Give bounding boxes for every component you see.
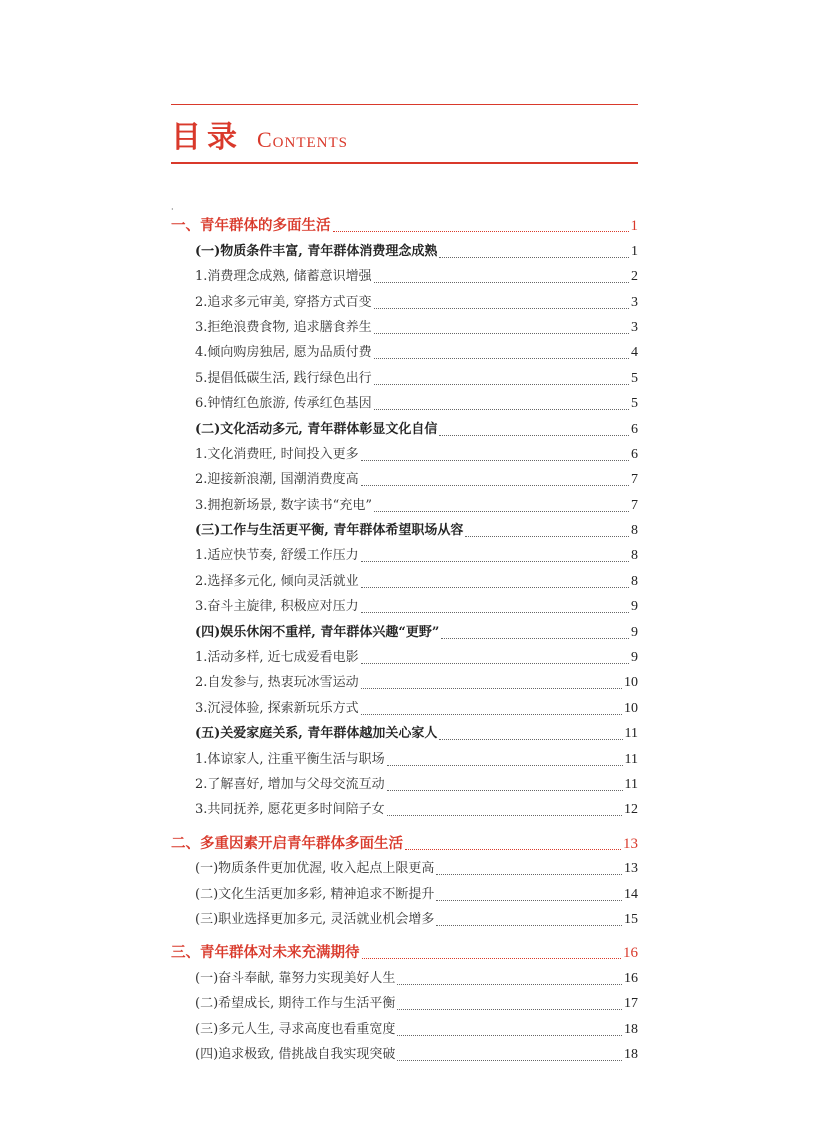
toc-item-label: 3.沉浸体验, 探索新玩乐方式 bbox=[195, 700, 359, 716]
dot-leader bbox=[362, 957, 622, 959]
toc-subsection-label: (二)文化活动多元, 青年群体彰显文化自信 bbox=[195, 421, 438, 437]
stray-mark: · bbox=[171, 205, 174, 214]
toc-item[interactable] bbox=[171, 1012, 638, 1037]
toc-subsection-page-number: 6 bbox=[631, 421, 638, 437]
toc-item-label: (二)文化生活更加多彩, 精神追求不断提升 bbox=[195, 886, 435, 902]
toc-item[interactable] bbox=[171, 641, 638, 666]
dot-leader bbox=[361, 586, 629, 588]
toc-subsection-page-number: 11 bbox=[624, 726, 638, 742]
toc-item[interactable] bbox=[171, 1038, 638, 1063]
toc-item-page-number: 8 bbox=[631, 548, 638, 564]
toc-item[interactable] bbox=[171, 361, 638, 386]
toc-subsection-label: (三)工作与生活更平衡, 青年群体希望职场从容 bbox=[195, 523, 464, 539]
toc-item-label: (一)物质条件更加优渥, 收入起点上限更高 bbox=[195, 861, 435, 877]
toc-subsection-label: (五)关爱家庭关系, 青年群体越加关心家人 bbox=[195, 726, 438, 742]
dot-leader bbox=[374, 510, 629, 512]
toc-subsection[interactable] bbox=[171, 412, 638, 437]
toc-item-page-number: 18 bbox=[624, 1021, 638, 1037]
toc-subsection-label: (四)娱乐休闲不重样, 青年群体兴趣“更野” bbox=[195, 624, 440, 640]
dot-leader bbox=[361, 459, 629, 461]
toc-item-page-number: 5 bbox=[631, 396, 638, 412]
title-english: Contents bbox=[257, 127, 349, 152]
toc-subsection-label: (一)物质条件丰富, 青年群体消费理念成熟 bbox=[195, 243, 438, 259]
dot-leader bbox=[436, 873, 622, 875]
dot-leader bbox=[439, 738, 622, 740]
toc-chapter[interactable] bbox=[171, 209, 638, 234]
toc-item[interactable] bbox=[171, 691, 638, 716]
toc-subsection-page-number: 8 bbox=[631, 523, 638, 539]
toc-item-page-number: 4 bbox=[631, 345, 638, 361]
dot-leader bbox=[387, 764, 623, 766]
dot-leader bbox=[397, 1008, 622, 1010]
toc-item[interactable] bbox=[171, 877, 638, 902]
toc-item[interactable] bbox=[171, 438, 638, 463]
toc-item-label: 3.拥抱新场景, 数字读书“充电” bbox=[195, 497, 372, 513]
toc-subsection-page-number: 9 bbox=[631, 624, 638, 640]
toc-item-label: 3.拒绝浪费食物, 追求膳食养生 bbox=[195, 319, 372, 335]
toc-item-label: (三)多元人生, 寻求高度也看重宽度 bbox=[195, 1021, 396, 1037]
dot-leader bbox=[361, 662, 629, 664]
dot-leader bbox=[397, 1034, 622, 1036]
header-bottom-rule bbox=[171, 162, 638, 164]
toc-item-page-number: 8 bbox=[631, 573, 638, 589]
toc-item[interactable] bbox=[171, 463, 638, 488]
toc-chapter-label: 一、青年群体的多面生活 bbox=[171, 217, 331, 235]
dot-leader bbox=[436, 899, 622, 901]
toc-chapter-label: 二、多重因素开启青年群体多面生活 bbox=[171, 834, 403, 852]
dot-leader bbox=[361, 611, 629, 613]
dot-leader bbox=[405, 848, 621, 850]
toc-item[interactable] bbox=[171, 336, 638, 361]
toc-item[interactable] bbox=[171, 742, 638, 767]
toc-item-label: (四)追求极致, 借挑战自我实现突破 bbox=[195, 1046, 396, 1062]
toc-chapter-page-number: 1 bbox=[630, 218, 638, 235]
dot-leader bbox=[387, 789, 623, 791]
toc-item-page-number: 17 bbox=[624, 996, 638, 1012]
section-gap bbox=[171, 818, 638, 826]
toc-item-label: 1.活动多样, 近七成爱看电影 bbox=[195, 650, 359, 666]
toc-item-label: 2.了解喜好, 增加与父母交流互动 bbox=[195, 776, 385, 792]
dot-leader bbox=[361, 687, 622, 689]
toc-item-label: 3.奋斗主旋律, 积极应对压力 bbox=[195, 599, 359, 615]
toc-subsection[interactable] bbox=[171, 234, 638, 259]
toc-item-page-number: 16 bbox=[624, 970, 638, 986]
toc-item-page-number: 2 bbox=[631, 269, 638, 285]
toc-chapter[interactable] bbox=[171, 826, 638, 851]
toc-item-label: (二)希望成长, 期待工作与生活平衡 bbox=[195, 996, 396, 1012]
toc-item-label: 2.选择多元化, 倾向灵活就业 bbox=[195, 573, 359, 589]
toc-item-page-number: 3 bbox=[631, 319, 638, 335]
dot-leader bbox=[361, 560, 629, 562]
toc-item[interactable] bbox=[171, 590, 638, 615]
toc-item[interactable] bbox=[171, 793, 638, 818]
toc-item[interactable] bbox=[171, 539, 638, 564]
dot-leader bbox=[465, 535, 629, 537]
section-gap bbox=[171, 928, 638, 936]
toc-item-page-number: 7 bbox=[631, 497, 638, 513]
toc-item-label: (一)奋斗奉献, 靠努力实现美好人生 bbox=[195, 970, 396, 986]
dot-leader bbox=[374, 357, 629, 359]
toc-item-page-number: 9 bbox=[631, 599, 638, 615]
toc-chapter-label: 三、青年群体对未来充满期待 bbox=[171, 944, 360, 962]
dot-leader bbox=[436, 924, 622, 926]
toc-item-page-number: 18 bbox=[624, 1046, 638, 1062]
toc-item-label: 3.共同抚养, 愿花更多时间陪子女 bbox=[195, 802, 385, 818]
toc-item-page-number: 10 bbox=[624, 700, 638, 716]
toc-item-page-number: 12 bbox=[624, 802, 638, 818]
dot-leader bbox=[374, 281, 629, 283]
dot-leader bbox=[374, 383, 629, 385]
dot-leader bbox=[361, 713, 622, 715]
toc-item-page-number: 10 bbox=[624, 675, 638, 691]
toc-item-label: 5.提倡低碳生活, 践行绿色出行 bbox=[195, 370, 372, 386]
toc-item-page-number: 11 bbox=[624, 751, 638, 767]
toc-subsection[interactable] bbox=[171, 717, 638, 742]
toc-item-page-number: 14 bbox=[624, 886, 638, 902]
dot-leader bbox=[374, 307, 629, 309]
toc-subsection[interactable] bbox=[171, 514, 638, 539]
toc-item[interactable] bbox=[171, 903, 638, 928]
toc-item-label: 2.自发参与, 热衷玩冰雪运动 bbox=[195, 675, 359, 691]
toc-chapter-page-number: 13 bbox=[623, 835, 638, 852]
toc-item-page-number: 9 bbox=[631, 650, 638, 666]
toc-item[interactable] bbox=[171, 488, 638, 513]
header-top-rule bbox=[171, 104, 638, 105]
page-title bbox=[171, 112, 348, 158]
toc-item-label: 2.迎接新浪潮, 国潮消费度高 bbox=[195, 472, 359, 488]
table-of-contents bbox=[171, 209, 638, 1063]
toc-item-page-number: 3 bbox=[631, 294, 638, 310]
toc-item[interactable] bbox=[171, 852, 638, 877]
toc-item[interactable] bbox=[171, 768, 638, 793]
toc-chapter-page-number: 16 bbox=[623, 945, 638, 962]
toc-item[interactable] bbox=[171, 961, 638, 986]
toc-subsection[interactable] bbox=[171, 615, 638, 640]
dot-leader bbox=[441, 637, 629, 639]
toc-subsection-page-number: 1 bbox=[631, 243, 638, 259]
toc-item-page-number: 5 bbox=[631, 370, 638, 386]
toc-item[interactable] bbox=[171, 987, 638, 1012]
toc-item[interactable] bbox=[171, 666, 638, 691]
toc-item-page-number: 11 bbox=[624, 776, 638, 792]
dot-leader bbox=[361, 484, 629, 486]
toc-item[interactable] bbox=[171, 285, 638, 310]
toc-item-page-number: 7 bbox=[631, 472, 638, 488]
dot-leader bbox=[387, 814, 622, 816]
toc-item-label: 2.追求多元审美, 穿搭方式百变 bbox=[195, 294, 372, 310]
dot-leader bbox=[333, 230, 629, 232]
dot-leader bbox=[439, 256, 629, 258]
toc-item-label: 6.钟情红色旅游, 传承红色基因 bbox=[195, 396, 372, 412]
toc-item-label: 4.倾向购房独居, 愿为品质付费 bbox=[195, 345, 372, 361]
toc-item[interactable] bbox=[171, 564, 638, 589]
dot-leader bbox=[439, 434, 629, 436]
toc-item-page-number: 13 bbox=[624, 861, 638, 877]
toc-item-page-number: 15 bbox=[624, 911, 638, 927]
toc-item-page-number: 6 bbox=[631, 446, 638, 462]
toc-item-label: 1.适应快节奏, 舒缓工作压力 bbox=[195, 548, 359, 564]
toc-item-label: 1.体谅家人, 注重平衡生活与职场 bbox=[195, 751, 385, 767]
toc-item-label: 1.消费理念成熟, 储蓄意识增强 bbox=[195, 269, 372, 285]
toc-item-label: 1.文化消费旺, 时间投入更多 bbox=[195, 446, 359, 462]
toc-item[interactable] bbox=[171, 311, 638, 336]
toc-item[interactable] bbox=[171, 387, 638, 412]
dot-leader bbox=[397, 1059, 622, 1061]
toc-item-label: (三)职业选择更加多元, 灵活就业机会增多 bbox=[195, 911, 435, 927]
dot-leader bbox=[397, 983, 622, 985]
title-chinese: 目录 bbox=[171, 120, 243, 155]
dot-leader bbox=[374, 408, 629, 410]
dot-leader bbox=[374, 332, 629, 334]
toc-item[interactable] bbox=[171, 260, 638, 285]
toc-chapter[interactable] bbox=[171, 936, 638, 961]
